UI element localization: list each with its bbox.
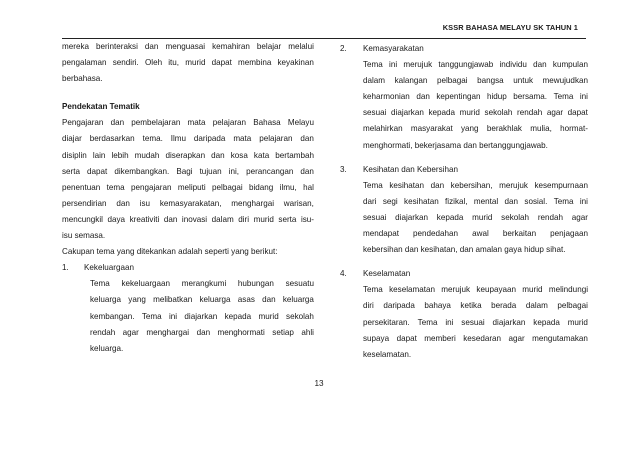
item-number: 1. — [62, 263, 69, 273]
word: berakhlak — [486, 124, 522, 134]
word: Tema — [417, 317, 438, 327]
word: penentuan — [62, 182, 101, 192]
word: rendah — [90, 327, 116, 337]
word: sekolah — [501, 212, 530, 222]
word: melahirkan — [363, 124, 403, 134]
word: berinteraksi — [96, 42, 138, 51]
word: pembelajaran — [131, 118, 181, 128]
text-line — [62, 115, 314, 131]
item-number: 4. — [340, 269, 347, 279]
word: Tema — [90, 279, 110, 289]
word: berdasarkan — [89, 134, 135, 144]
theme-item-1 — [62, 260, 314, 276]
word: ahli — [301, 327, 314, 337]
word: mata — [233, 134, 252, 144]
word: persekitaran. — [363, 317, 410, 327]
word: kepentingan — [436, 92, 481, 102]
word: mewujudkan — [542, 76, 588, 86]
text-line: menghormati, bekerjasama dan bertanggungjawab. — [363, 140, 548, 150]
text-line — [62, 131, 314, 147]
word: diajarkan — [391, 108, 424, 118]
word: kembangan. — [90, 311, 135, 321]
word: menghargai — [231, 198, 274, 208]
word: kekeluargaan — [121, 279, 171, 289]
word: merujuk — [403, 60, 433, 70]
text-line — [90, 309, 314, 325]
word: mencungkil — [62, 214, 103, 224]
word: diri — [363, 301, 374, 311]
word: isu — [139, 198, 151, 208]
text-line — [62, 39, 314, 55]
word: sekolah — [484, 108, 513, 118]
word: dan — [163, 214, 178, 224]
word: ketika — [460, 301, 482, 311]
text-line: berbahasa. — [62, 74, 103, 84]
word: Tema — [553, 92, 574, 102]
word: sesuai — [363, 212, 387, 222]
word: agar — [546, 108, 564, 118]
word: bangsa — [477, 76, 504, 86]
word: diajarkan — [184, 311, 218, 321]
item-title: Kesihatan dan Kebersihan — [363, 164, 458, 174]
word: daripada — [193, 134, 226, 144]
word: dikembangkan. — [114, 166, 170, 176]
text-line: keluarga. — [90, 343, 124, 353]
text-line: Cakupan tema yang ditekankan adalah seperti yang berikut: — [62, 247, 278, 257]
word: murid — [185, 58, 206, 68]
word: individu — [499, 60, 527, 70]
word: warisan, — [283, 198, 314, 208]
word: dan — [300, 134, 314, 144]
word: Tema — [363, 285, 383, 295]
word: pelajaran — [259, 134, 293, 144]
word: menghargai — [146, 327, 190, 337]
word: dapat — [396, 333, 417, 343]
word: asas — [237, 295, 255, 305]
word: tema. — [142, 134, 163, 144]
word: merujuk — [499, 180, 528, 190]
word: kepada — [224, 311, 252, 321]
word: keharmonian — [363, 92, 410, 102]
word: sesuatu — [285, 279, 314, 289]
word: kalangan — [394, 76, 428, 86]
word: dapat — [211, 58, 232, 68]
word: mendapat — [363, 229, 399, 239]
word: bertambah — [275, 150, 314, 160]
word: ini — [445, 317, 454, 327]
word: kesempurnaan — [534, 180, 588, 190]
text-line: isu semasa. — [62, 231, 106, 241]
text-line: keselamatan. — [363, 349, 412, 359]
word: melibatkan — [153, 295, 193, 305]
page-number: 13 — [314, 379, 324, 388]
word: dan — [416, 92, 430, 102]
word: keyakinan — [277, 58, 314, 68]
word: merujuk — [441, 285, 471, 295]
word: keselamatan — [389, 285, 435, 295]
word: melalui — [288, 42, 314, 51]
word: kosa — [230, 150, 248, 160]
word: dalam — [525, 301, 548, 311]
word: hal — [303, 182, 314, 192]
page-header — [62, 20, 586, 39]
theme-item-3 — [340, 162, 588, 259]
word: kemahiran — [212, 42, 250, 51]
word: dan — [211, 150, 225, 160]
text-line — [62, 196, 314, 212]
word: kepada — [533, 317, 560, 327]
word: tema — [106, 182, 125, 192]
word: tanggungjawab — [438, 60, 494, 70]
word: hormat- — [560, 124, 588, 134]
word: pelbagai — [212, 182, 243, 192]
word: dalam — [211, 214, 234, 224]
word: sesuai — [363, 108, 387, 118]
word: kemasyarakatan, — [159, 198, 222, 208]
word: mental — [473, 196, 499, 206]
word: diajarkan — [395, 212, 429, 222]
word: kesedaran — [463, 333, 502, 343]
word: dapat — [567, 108, 588, 118]
text-line — [363, 282, 588, 298]
item-title: Keselamatan — [363, 269, 411, 279]
text-line — [62, 180, 314, 196]
word: kesihatan — [404, 196, 439, 206]
word: bidang — [249, 182, 274, 192]
word: berkaitan — [502, 229, 537, 239]
word: agar — [122, 327, 139, 337]
word: Melayu — [287, 118, 314, 128]
word: belajar — [256, 42, 282, 51]
word: mudah — [134, 150, 160, 160]
word: segi — [382, 196, 398, 206]
section-heading: Pendekatan Tematik — [62, 102, 140, 112]
text-line — [363, 210, 588, 226]
word: kebersihan, — [450, 180, 493, 190]
text-line: kebersihan dan kesihatan, dan amalan gaya hidup sihat. — [363, 245, 566, 255]
word: dan — [116, 198, 130, 208]
text-line — [363, 315, 588, 331]
word: rendah — [517, 108, 543, 118]
word: ini — [389, 60, 398, 70]
word: mengutamakan — [532, 333, 588, 343]
word: murid — [522, 285, 543, 295]
word: rendah — [537, 212, 564, 222]
word: dan — [262, 295, 276, 305]
word: Bagi — [176, 166, 193, 176]
theme-item-2 — [340, 41, 588, 154]
left-column — [62, 39, 314, 357]
word: inovasi — [181, 214, 208, 224]
word: hidup — [486, 92, 507, 102]
word: Tema — [553, 196, 574, 206]
word: keupayaan — [476, 285, 516, 295]
word: melindungi — [548, 285, 588, 295]
word: murid — [567, 317, 588, 327]
word: setiap — [272, 327, 294, 337]
word: supaya — [363, 333, 390, 343]
word: menguasai — [165, 42, 206, 51]
word: serta — [278, 214, 297, 224]
word: pendedahan — [413, 229, 459, 239]
item-title: Kekeluargaan — [84, 263, 134, 273]
text-line — [363, 298, 588, 314]
word: Tema — [363, 180, 383, 190]
word: murid — [253, 214, 274, 224]
word: fizikal, — [445, 196, 468, 206]
word: agar — [508, 333, 525, 343]
word: murid — [472, 212, 493, 222]
word: sesuai — [461, 317, 485, 327]
word: mereka — [62, 42, 89, 51]
word: perancangan — [246, 166, 294, 176]
word: daripada — [383, 301, 415, 311]
word: bersama. — [513, 92, 548, 102]
word: itu, — [168, 58, 180, 68]
word: pengalaman — [62, 58, 107, 68]
right-column — [340, 41, 588, 363]
text-line — [90, 276, 314, 292]
word: ilmu, — [279, 182, 297, 192]
word: hubungan — [237, 279, 274, 289]
word: dan — [533, 60, 547, 70]
word: lain — [92, 150, 106, 160]
word: diserapkan — [165, 150, 206, 160]
text-line — [363, 331, 588, 347]
word: memberi — [424, 333, 456, 343]
word: pelajaran — [212, 118, 247, 128]
word: pelbagai — [557, 301, 588, 311]
word: awal — [472, 229, 489, 239]
word: membina — [238, 58, 272, 68]
word: mata — [187, 118, 206, 128]
item-title: Kemasyarakatan — [363, 44, 424, 53]
word: pengajaran — [130, 182, 172, 192]
word: masyarakat — [410, 124, 453, 134]
word: pelbagai — [436, 76, 468, 86]
word: yang — [128, 295, 146, 305]
word: dan — [300, 166, 314, 176]
header-title: KSSR BAHASA MELAYU SK TAHUN 1 — [442, 23, 578, 32]
word: Pengajaran — [62, 118, 104, 128]
text-line — [62, 55, 314, 71]
word: dari — [363, 196, 377, 206]
word: sekolah — [286, 311, 314, 321]
word: dapat — [87, 166, 108, 176]
text-line — [363, 73, 588, 89]
word: keluarga — [199, 295, 231, 305]
word: ini — [579, 92, 588, 102]
word: dan — [196, 327, 211, 337]
word: agar — [571, 212, 588, 222]
word: kreativiti — [129, 214, 160, 224]
text-line — [62, 164, 314, 180]
word: yang — [461, 124, 479, 134]
word: dan — [144, 42, 159, 51]
word: diajarkan — [492, 317, 526, 327]
text-line — [363, 89, 588, 105]
word: meliputi — [177, 182, 206, 192]
word: kesihatan — [389, 180, 425, 190]
word: kata — [253, 150, 270, 160]
text-line — [363, 194, 588, 210]
word: Tema — [363, 60, 383, 70]
word: keluarga — [90, 295, 122, 305]
word: Tema — [141, 311, 162, 321]
text-line — [363, 105, 588, 121]
item-number: 3. — [340, 164, 347, 174]
text-line — [363, 178, 588, 194]
word: serta — [62, 166, 80, 176]
word: kepada — [428, 108, 456, 118]
word: murid — [459, 108, 480, 118]
word: merangkumi — [181, 279, 227, 289]
word: sosial. — [524, 196, 548, 206]
word: Bahasa — [253, 118, 281, 128]
word: mulia, — [530, 124, 552, 134]
word: untuk — [513, 76, 534, 86]
word: dan — [110, 118, 125, 128]
item-number: 2. — [340, 44, 347, 53]
word: ini, — [228, 166, 240, 176]
word: ini — [579, 196, 588, 206]
word: diri — [238, 214, 250, 224]
text-line — [62, 212, 314, 228]
word: bahaya — [424, 301, 451, 311]
word: tujuan — [199, 166, 222, 176]
word: dalam — [363, 76, 386, 86]
word: disiplin — [62, 150, 87, 160]
theme-item-4 — [340, 266, 588, 363]
word: kumpulan — [552, 60, 588, 70]
text-line — [62, 148, 314, 164]
word: Ilmu — [170, 134, 187, 144]
word: murid — [258, 311, 279, 321]
text-line — [363, 226, 588, 242]
word: daya — [107, 214, 126, 224]
word: berada — [491, 301, 517, 311]
word: menghormati — [217, 327, 265, 337]
word: keluarga — [282, 295, 314, 305]
word: kepada — [436, 212, 464, 222]
word: dan — [430, 180, 445, 190]
word: ini — [168, 311, 178, 321]
text-line — [363, 57, 588, 73]
word: persendirian — [62, 198, 107, 208]
word: penjagaan — [550, 229, 588, 239]
text-line — [90, 325, 314, 341]
word: Oleh — [144, 58, 163, 68]
text-line — [363, 121, 588, 137]
word: sendiri. — [112, 58, 139, 68]
word: lebih — [111, 150, 129, 160]
word: diajar — [62, 134, 82, 144]
word: isu- — [300, 214, 314, 224]
word: dan — [504, 196, 519, 206]
text-line — [90, 292, 314, 308]
